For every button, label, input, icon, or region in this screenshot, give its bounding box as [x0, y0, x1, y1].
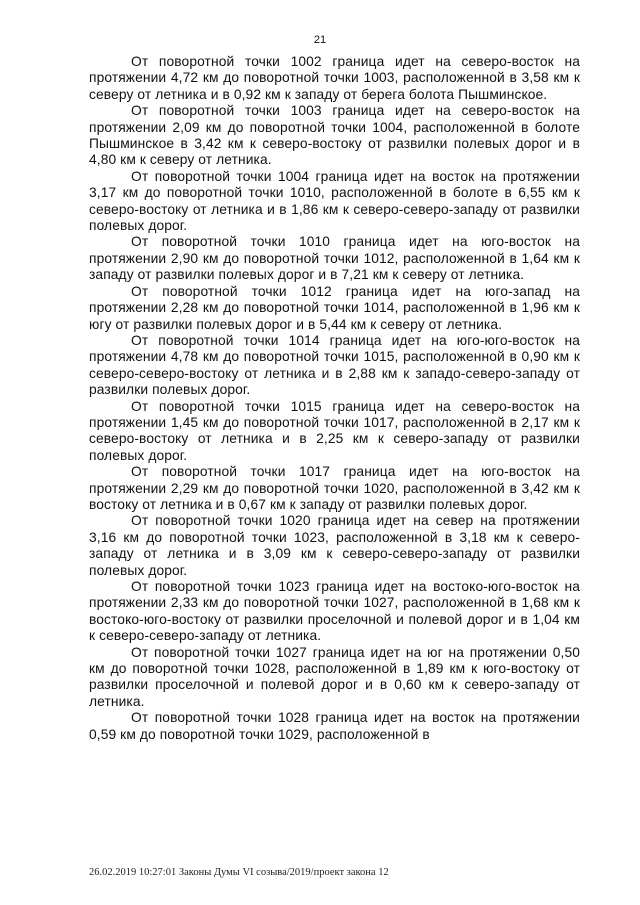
page-number: 21	[313, 34, 327, 46]
paragraph: От поворотной точки 1027 граница идет на юг на протяжении 0,50 км до поворотной точки 1028, расположенной в 1,89 км к юго-востоку от развилки проселочной и полевой дорог и в 0,60 км к северо-западу от летника.	[89, 644, 580, 709]
paragraph: От поворотной точки 1003 граница идет на северо-восток на протяжении 2,09 км до поворотной точки 1004, расположенной в болоте Пышминское в 3,42 км к северо-востоку от развилки полевых дорог и в 4,80 км к северу от летника.	[89, 103, 580, 168]
document-body	[89, 54, 580, 743]
paragraph: От поворотной точки 1012 граница идет на юго-запад на протяжении 2,28 км до поворотной точки 1014, расположенной в 1,96 км к югу от развилки полевых дорог и в 5,44 км к северу от летника.	[89, 283, 580, 332]
document-footer: 26.02.2019 10:27:01 Законы Думы VI созыва/2019/проект закона 12	[89, 867, 389, 878]
paragraph: От поворотной точки 1014 граница идет на юго-юго-восток на протяжении 4,78 км до поворотной точки 1015, расположенной в 0,90 км к северо-северо-востоку от летника и в 2,88 км к западо-северо-западу от развилки полевых дорог.	[89, 332, 580, 398]
paragraph: От поворотной точки 1004 граница идет на восток на протяжении 3,17 км до поворотной точки 1010, расположенной в болоте в 6,55 км к северо-востоку от летника и в 1,86 км к северо-северо-западу от развилки полевых дорог.	[89, 168, 580, 234]
paragraph: От поворотной точки 1020 граница идет на север на протяжении 3,16 км до поворотной точки 1023, расположенной в 3,18 км к северо-западу от летника и в 3,09 км к северо-северо-западу от развилки полевых дорог.	[89, 513, 580, 578]
paragraph: От поворотной точки 1015 граница идет на северо-восток на протяжении 1,45 км до поворотной точки 1017, расположенной в 2,17 км к северо-востоку от летника и в 2,25 км к северо-западу от развилки полевых дорог.	[89, 398, 580, 463]
paragraph: От поворотной точки 1023 граница идет на востоко-юго-восток на протяжении 2,33 км до поворотной точки 1027, расположенной в 1,68 км к востоко-юго-востоку от развилки проселочной и полевой дорог и в 1,04 км к северо-северо-западу от летника.	[89, 579, 580, 644]
paragraph: От поворотной точки 1002 граница идет на северо-восток на протяжении 4,72 км до поворотной точки 1003, расположенной в 3,58 км к северу от летника и в 0,92 км к западу от берега болота Пышминское.	[89, 54, 580, 102]
paragraph: От поворотной точки 1017 граница идет на юго-восток на протяжении 2,29 км до поворотной точки 1020, расположенной в 3,42 км к востоку от летника и в 0,67 км к западу от развилки полевых дорог.	[89, 464, 580, 512]
paragraph: От поворотной точки 1028 граница идет на восток на протяжении 0,59 км до поворотной точки 1029, расположенной в	[89, 710, 580, 742]
paragraph: От поворотной точки 1010 граница идет на юго-восток на протяжении 2,90 км до поворотной точки 1012, расположенной в 1,64 км к западу от развилки полевых дорог и в 7,21 км к северу от летника.	[89, 234, 580, 283]
